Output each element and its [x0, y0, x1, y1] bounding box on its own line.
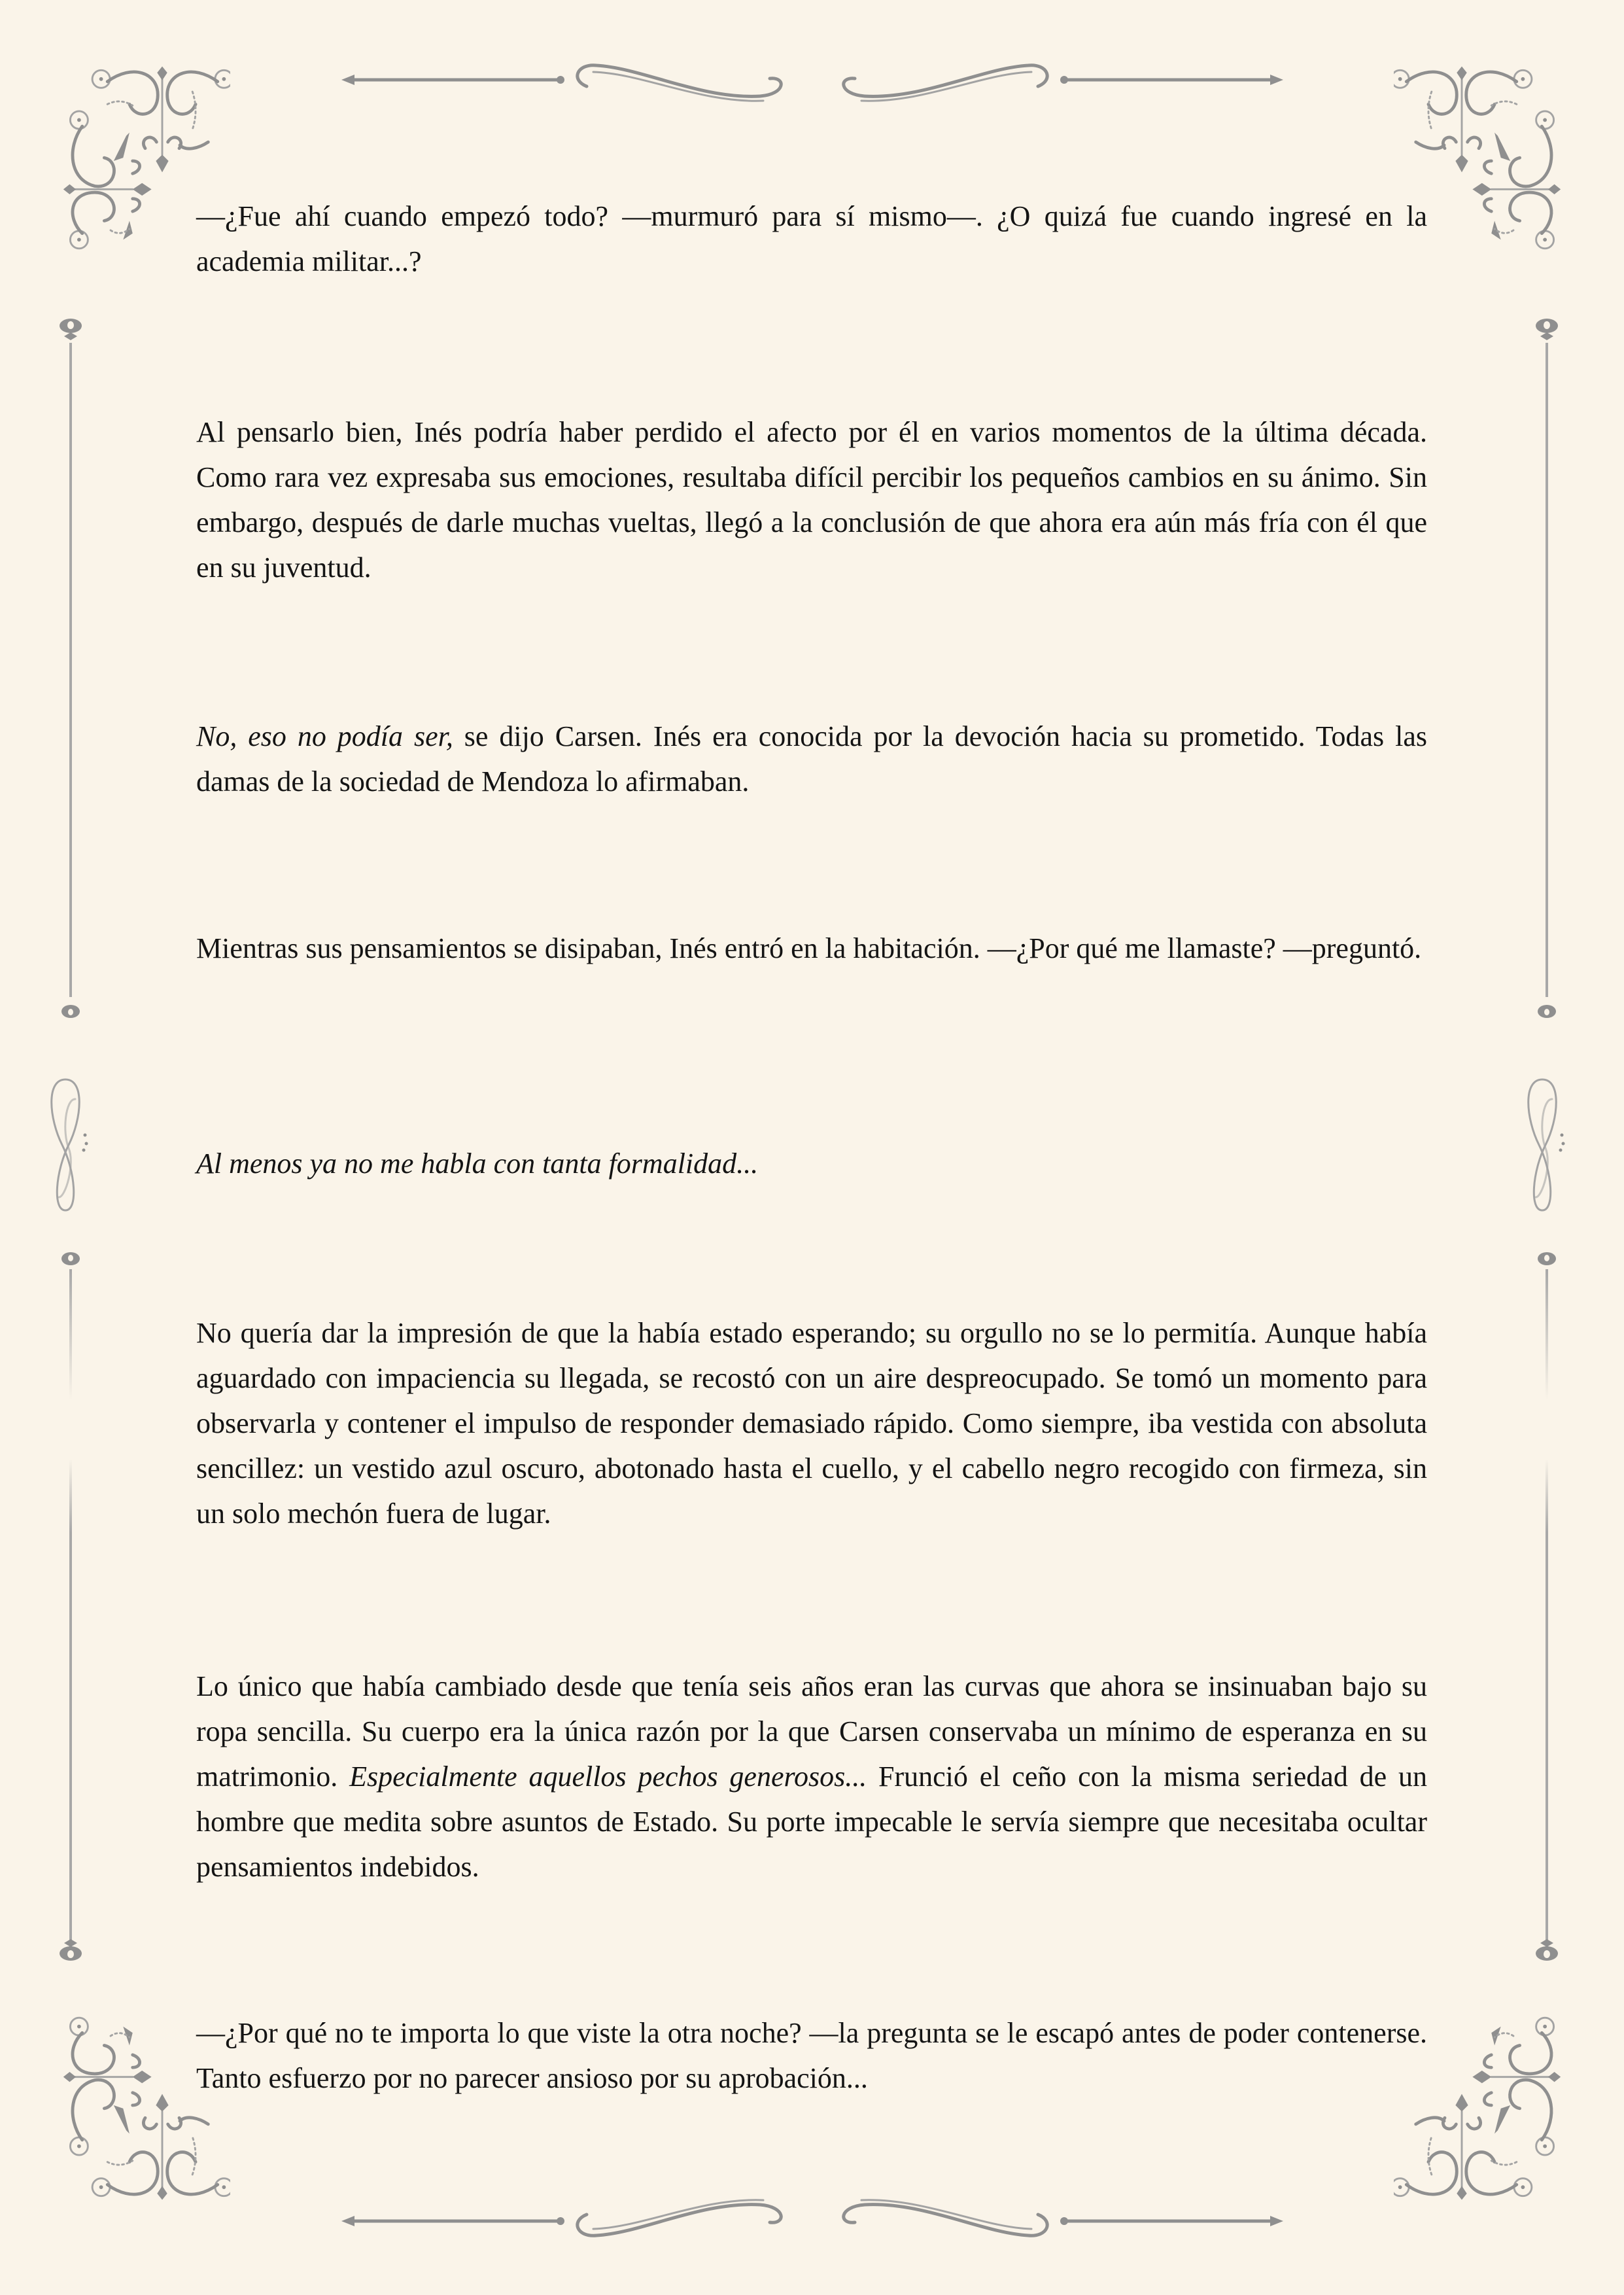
- paragraph-segment: —¿Fue ahí cuando empezó todo? —murmuró para sí mismo—. ¿O quizá fue cuando ingresé en la academia militar...?: [196, 200, 1427, 277]
- paragraph-8: [196, 2010, 1427, 2101]
- left-lower-rod-upper: [69, 1269, 72, 1400]
- right-lower-rod-upper: [1546, 1269, 1548, 1400]
- paragraph-segment: No quería dar la impresión de que la había estado esperando; su orgullo no se lo permitía. Aunque había aguardado con impaciencia su llegada, se recostó con un aire despreocupado. Se tomó un momento para observarla y contener el impulso de responder demasiado rápido. Como siempre, iba vestida con absoluta sencillez: un vestido azul oscuro, abotonado hasta el cuello, y el cabello negro recogido con firmeza, sin un solo mechón fuera de lugar.: [196, 1317, 1427, 1530]
- left-upper-rod: [69, 343, 72, 997]
- paragraph-segment: Al pensarlo bien, Inés podría haber perdido el afecto por él en varios momentos de la última década. Como rara vez expresaba sus emociones, resultaba difícil percibir los pequeños cambios en su ánimo. Sin embargo, después de darle muchas vueltas, llegó a la conclusión de que ahora era aún más fría con él que en su juventud.: [196, 416, 1427, 584]
- paragraph-segment: se dijo Carsen. Inés era conocida por la devoción hacia su prometido. Todas las damas de la sociedad de Mendoza lo afirmaban.: [196, 720, 1427, 797]
- left-upper-finial-bottom-icon: [58, 994, 84, 1021]
- right-upper-finial-bottom-icon: [1534, 994, 1560, 1021]
- paragraph-2: [196, 410, 1427, 590]
- paragraph-6: [196, 1310, 1427, 1536]
- paragraph-segment: Mientras sus pensamientos se disipaban, Inés entró en la habitación. —¿Por qué me llamaste? —preguntó.: [196, 932, 1422, 964]
- paragraph-3: [196, 714, 1427, 804]
- italic-segment: Al menos ya no me habla con tanta formalidad...: [196, 1148, 759, 1180]
- right-lower-rod: [1546, 1459, 1548, 1950]
- right-figure-eight-knot-icon: [1516, 1066, 1568, 1223]
- left-lower-rod: [69, 1459, 72, 1950]
- paragraph-5: [196, 1141, 1427, 1186]
- bottom-scroll-divider-icon: [335, 2195, 1290, 2241]
- right-lower-finial-bottom-icon: [1534, 1936, 1560, 1963]
- right-upper-rod: [1546, 343, 1548, 997]
- left-upper-finial-top-icon: [58, 317, 84, 343]
- top-scroll-divider-icon: [335, 60, 1290, 106]
- italic-segment: No, eso no podía ser,: [196, 720, 453, 752]
- paragraph-segment: Lo único que había cambiado desde que tenía seis años eran las curvas que ahora se insinuaban bajo su ropa sencilla. Su cuerpo era la única razón por la que Carsen conservaba un mínimo de esperanza en su matrimonio.: [196, 1670, 1427, 1793]
- paragraph-4: [196, 926, 1427, 971]
- left-figure-eight-knot-icon: [39, 1066, 92, 1223]
- paragraph-1: [196, 194, 1427, 284]
- paragraph-segment: —¿Por qué no te importa lo que viste la otra noche? —la pregunta se le escapó antes de poder contenerse. Tanto esfuerzo por no parecer ansioso por su aprobación...: [196, 2017, 1427, 2094]
- italic-segment: Especialmente aquellos pechos generosos...: [349, 1761, 867, 1793]
- paragraph-segment: Frunció el ceño con la misma seriedad de un hombre que medita sobre asuntos de Estado. Su porte impecable le servía siempre que necesitaba ocultar pensamientos indebidos.: [196, 1761, 1427, 1883]
- paragraph-7: [196, 1664, 1427, 1889]
- right-upper-finial-top-icon: [1534, 317, 1560, 343]
- left-lower-finial-bottom-icon: [58, 1936, 84, 1963]
